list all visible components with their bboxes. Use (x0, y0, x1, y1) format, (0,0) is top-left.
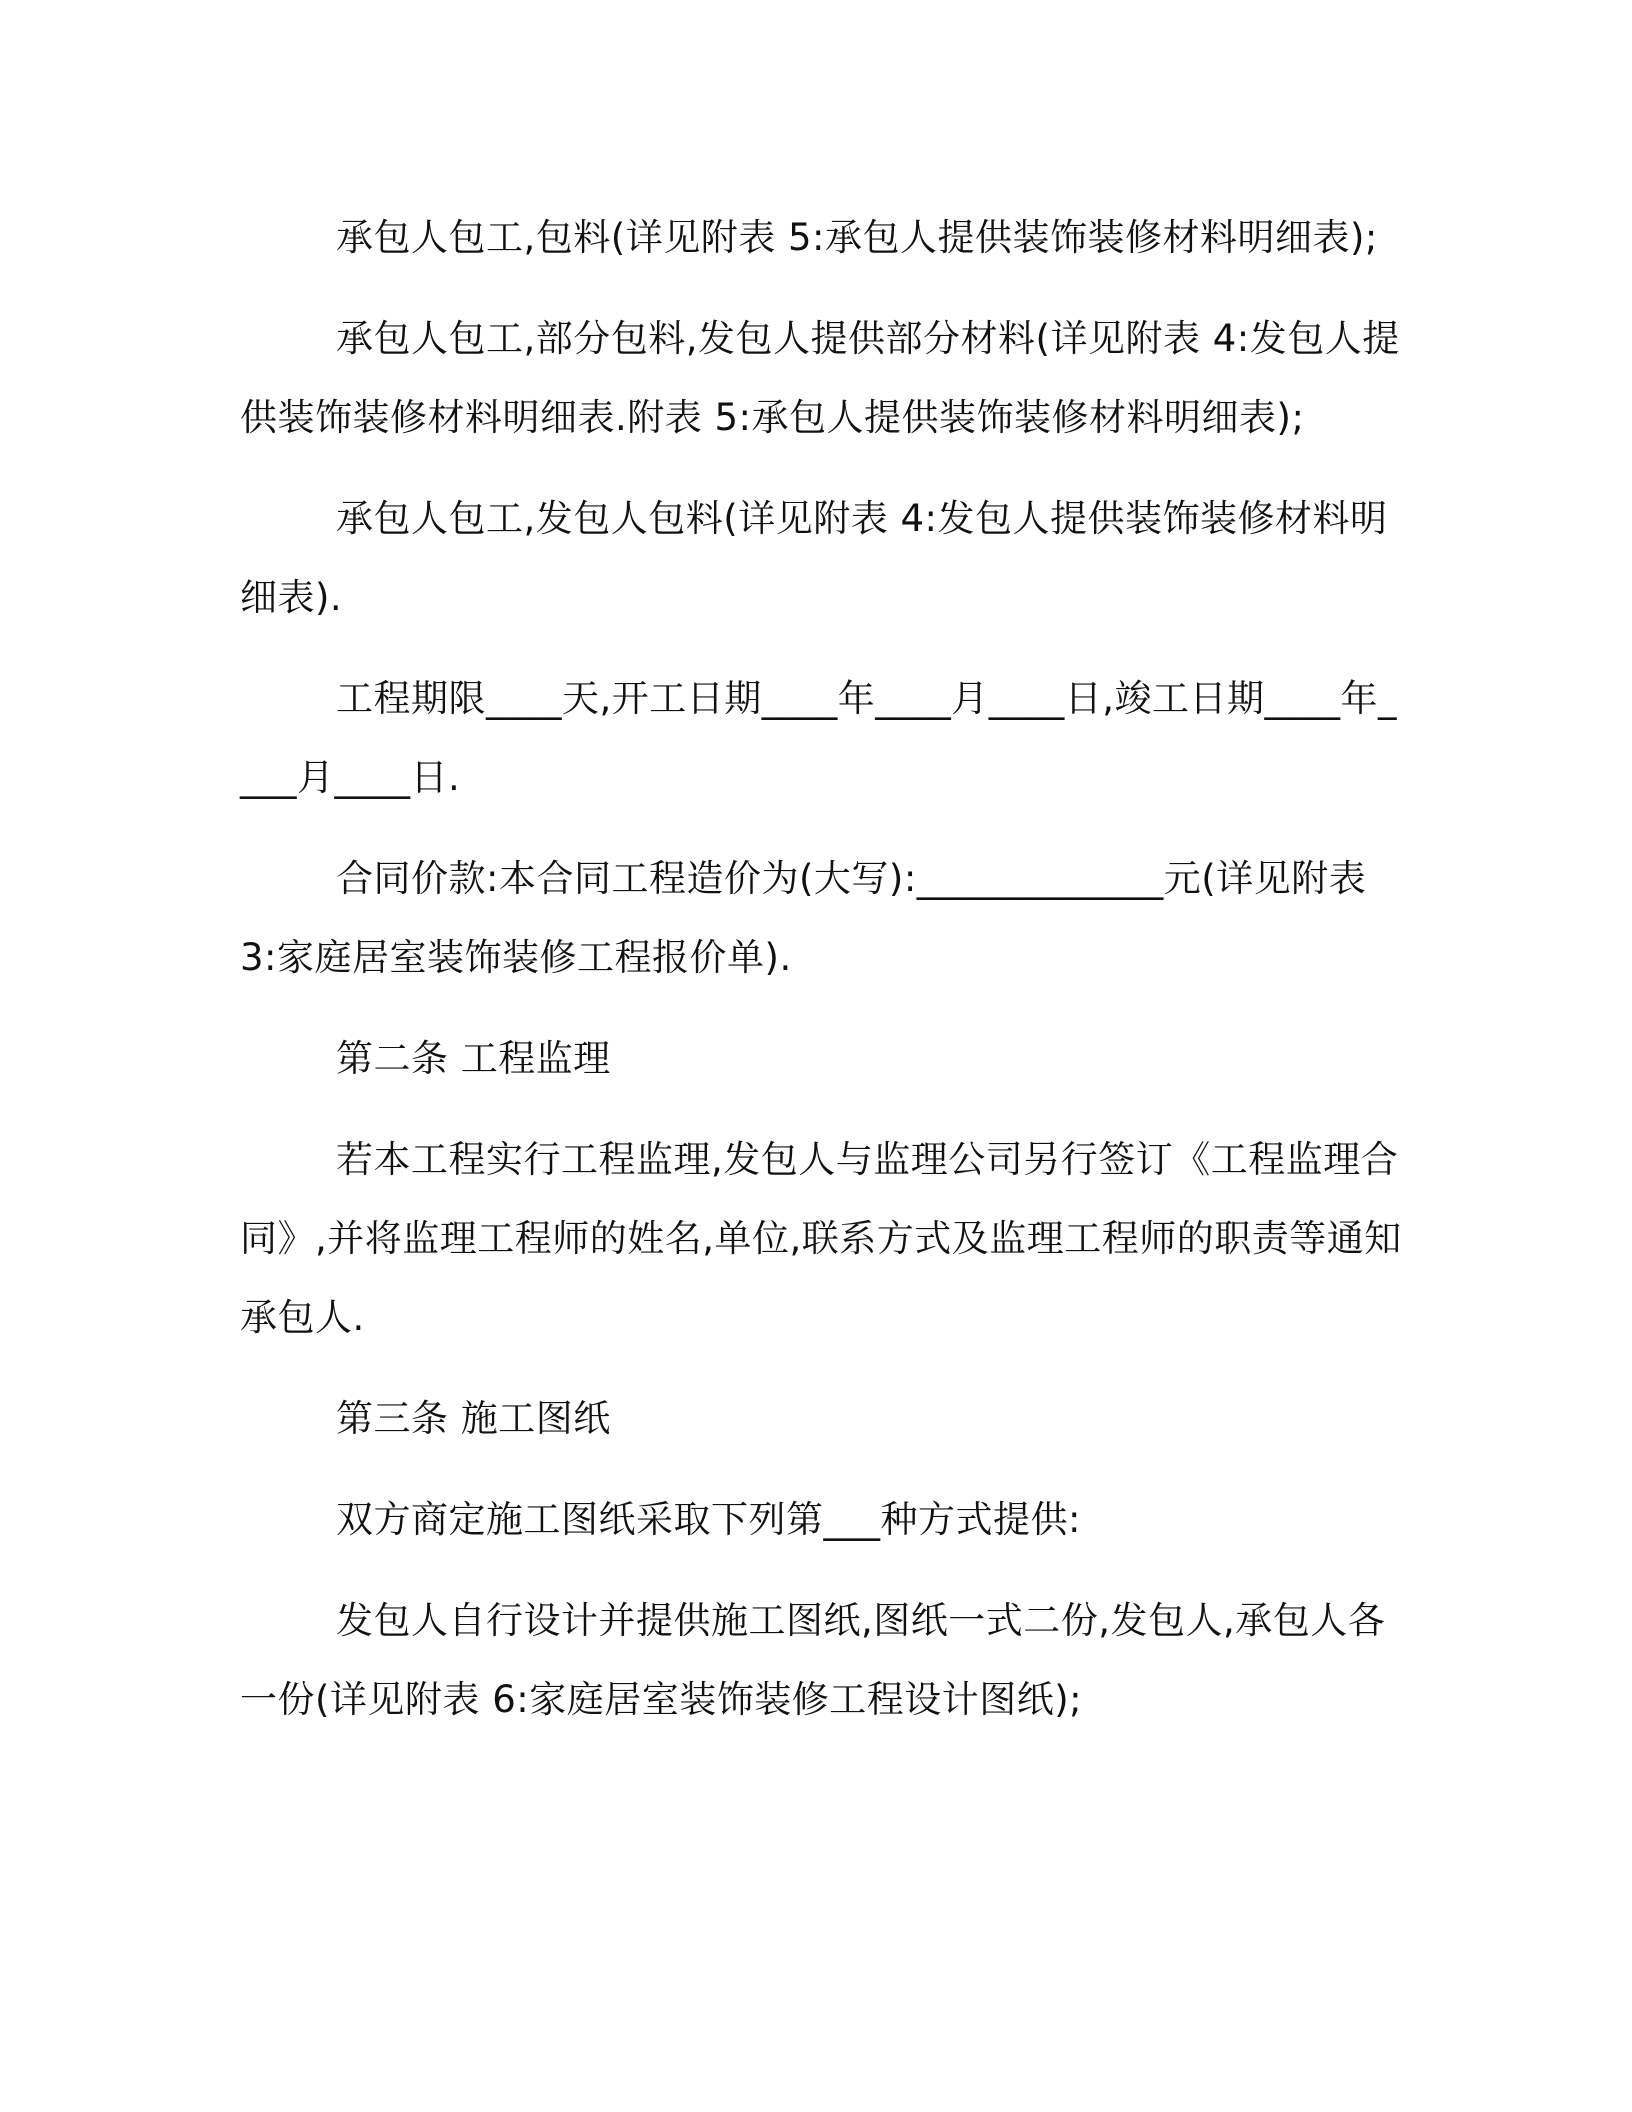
heading-article-2: 第二条 工程监理 (336, 1037, 611, 1080)
paragraph-partial-materials: 承包人包工,部分包料,发包人提供部分材料(详见附表 4:发包人提供装饰装修材料明细表.附表 5:承包人提供装饰装修材料明细表); (240, 317, 1400, 439)
paragraph-owner-design: 发包人自行设计并提供施工图纸,图纸一式二份,发包人,承包人各一份(详见附表 6:家庭居室装饰装修工程设计图纸); (240, 1599, 1386, 1721)
paragraph-owner-materials: 承包人包工,发包人包料(详见附表 4:发包人提供装饰装修材料明细表). (240, 497, 1388, 619)
paragraph-supervision: 若本工程实行工程监理,发包人与监理公司另行签订《工程监理合同》,并将监理工程师的姓名,单位,联系方式及监理工程师的职责等通知承包人. (240, 1138, 1402, 1339)
paragraph-contract-price: 合同价款:本合同工程造价为(大写):_____________元(详见附表 3:家庭居室装饰装修工程报价单). (240, 857, 1367, 979)
paragraph-contractor-labor-materials: 承包人包工,包料(详见附表 5:承包人提供装饰装修材料明细表); (336, 216, 1378, 259)
paragraph-project-period: 工程期限____天,开工日期____年____月____日,竣工日期____年____月____日. (240, 677, 1398, 799)
paragraph-drawing-method: 双方商定施工图纸采取下列第___种方式提供: (336, 1498, 1081, 1541)
document-body (240, 198, 1410, 1761)
heading-article-3: 第三条 施工图纸 (336, 1397, 611, 1440)
